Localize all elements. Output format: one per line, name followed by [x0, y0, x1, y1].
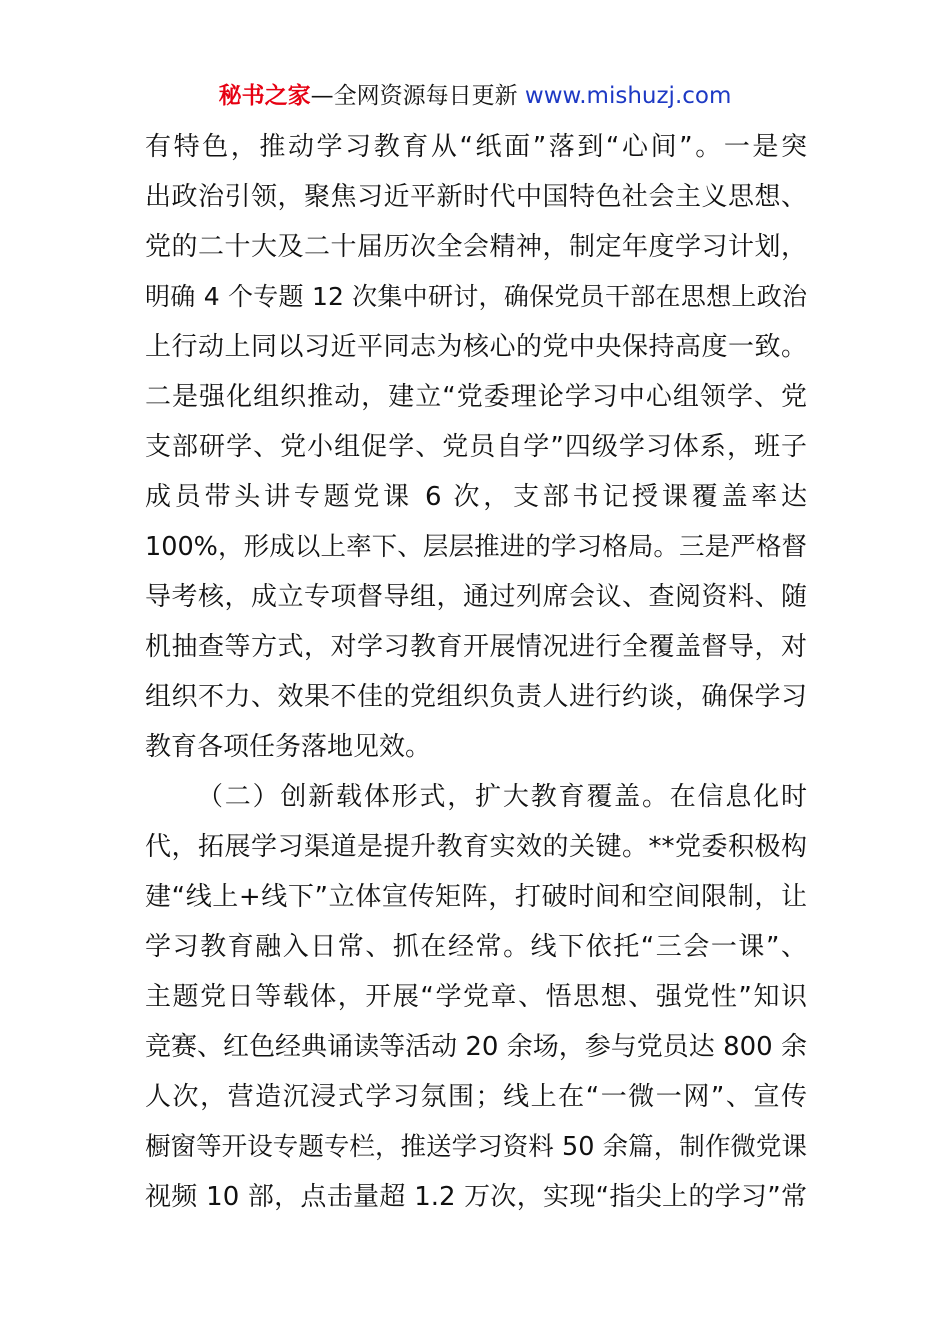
text-line: 支部研学、党小组促学、党员自学”四级学习体系，班子: [145, 432, 807, 462]
text-line: 有特色，推动学习教育从“纸面”落到“心间”。一是突: [145, 132, 807, 162]
site-tagline: —全网资源每日更新: [310, 83, 525, 109]
text-line: 视频 10 部，点击量超 1.2 万次，实现“指尖上的学习”常: [145, 1182, 807, 1212]
text-line: 导考核，成立专项督导组，通过列席会议、查阅资料、随: [145, 582, 807, 612]
text-line: 学习教育融入日常、抓在经常。线下依托“三会一课”、: [145, 932, 807, 962]
text-line: 机抽查等方式，对学习教育开展情况进行全覆盖督导，对: [145, 632, 807, 662]
text-line: 建“线上+线下”立体宣传矩阵，打破时间和空间限制，让: [145, 882, 807, 912]
text-line: 主题党日等载体，开展“学党章、悟思想、强党性”知识: [145, 982, 807, 1012]
text-line: 二是强化组织推动，建立“党委理论学习中心组领学、党: [145, 382, 807, 412]
text-line: 出政治引领，聚焦习近平新时代中国特色社会主义思想、: [145, 182, 807, 212]
text-line: 竞赛、红色经典诵读等活动 20 余场，参与党员达 800 余: [145, 1032, 807, 1062]
text-line: 上行动上同以习近平同志为核心的党中央保持高度一致。: [145, 332, 807, 362]
site-brand: 秘书之家: [218, 83, 311, 109]
section-heading-line: （二）创新载体形式，扩大教育覆盖。在信息化时: [197, 782, 807, 812]
text-line: 100%，形成以上率下、层层推进的学习格局。三是严格督: [145, 532, 807, 562]
text-line: 成员带头讲专题党课 6 次，支部书记授课覆盖率达: [145, 482, 807, 512]
text-line: 人次，营造沉浸式学习氛围；线上在“一微一网”、宣传: [145, 1082, 807, 1112]
text-line: 党的二十大及二十届历次全会精神，制定年度学习计划，: [145, 232, 807, 262]
text-line: 代，拓展学习渠道是提升教育实效的关键。**党委积极构: [145, 832, 807, 862]
site-header: [0, 80, 950, 112]
site-url: www.mishuzj.com: [524, 83, 732, 109]
text-line: 明确 4 个专题 12 次集中研讨，确保党员干部在思想上政治: [145, 282, 807, 311]
text-line: 组织不力、效果不佳的党组织负责人进行约谈，确保学习: [145, 682, 807, 712]
text-line: 教育各项任务落地见效。: [145, 732, 432, 762]
text-line: 橱窗等开设专题专栏，推送学习资料 50 余篇，制作微党课: [145, 1132, 807, 1162]
